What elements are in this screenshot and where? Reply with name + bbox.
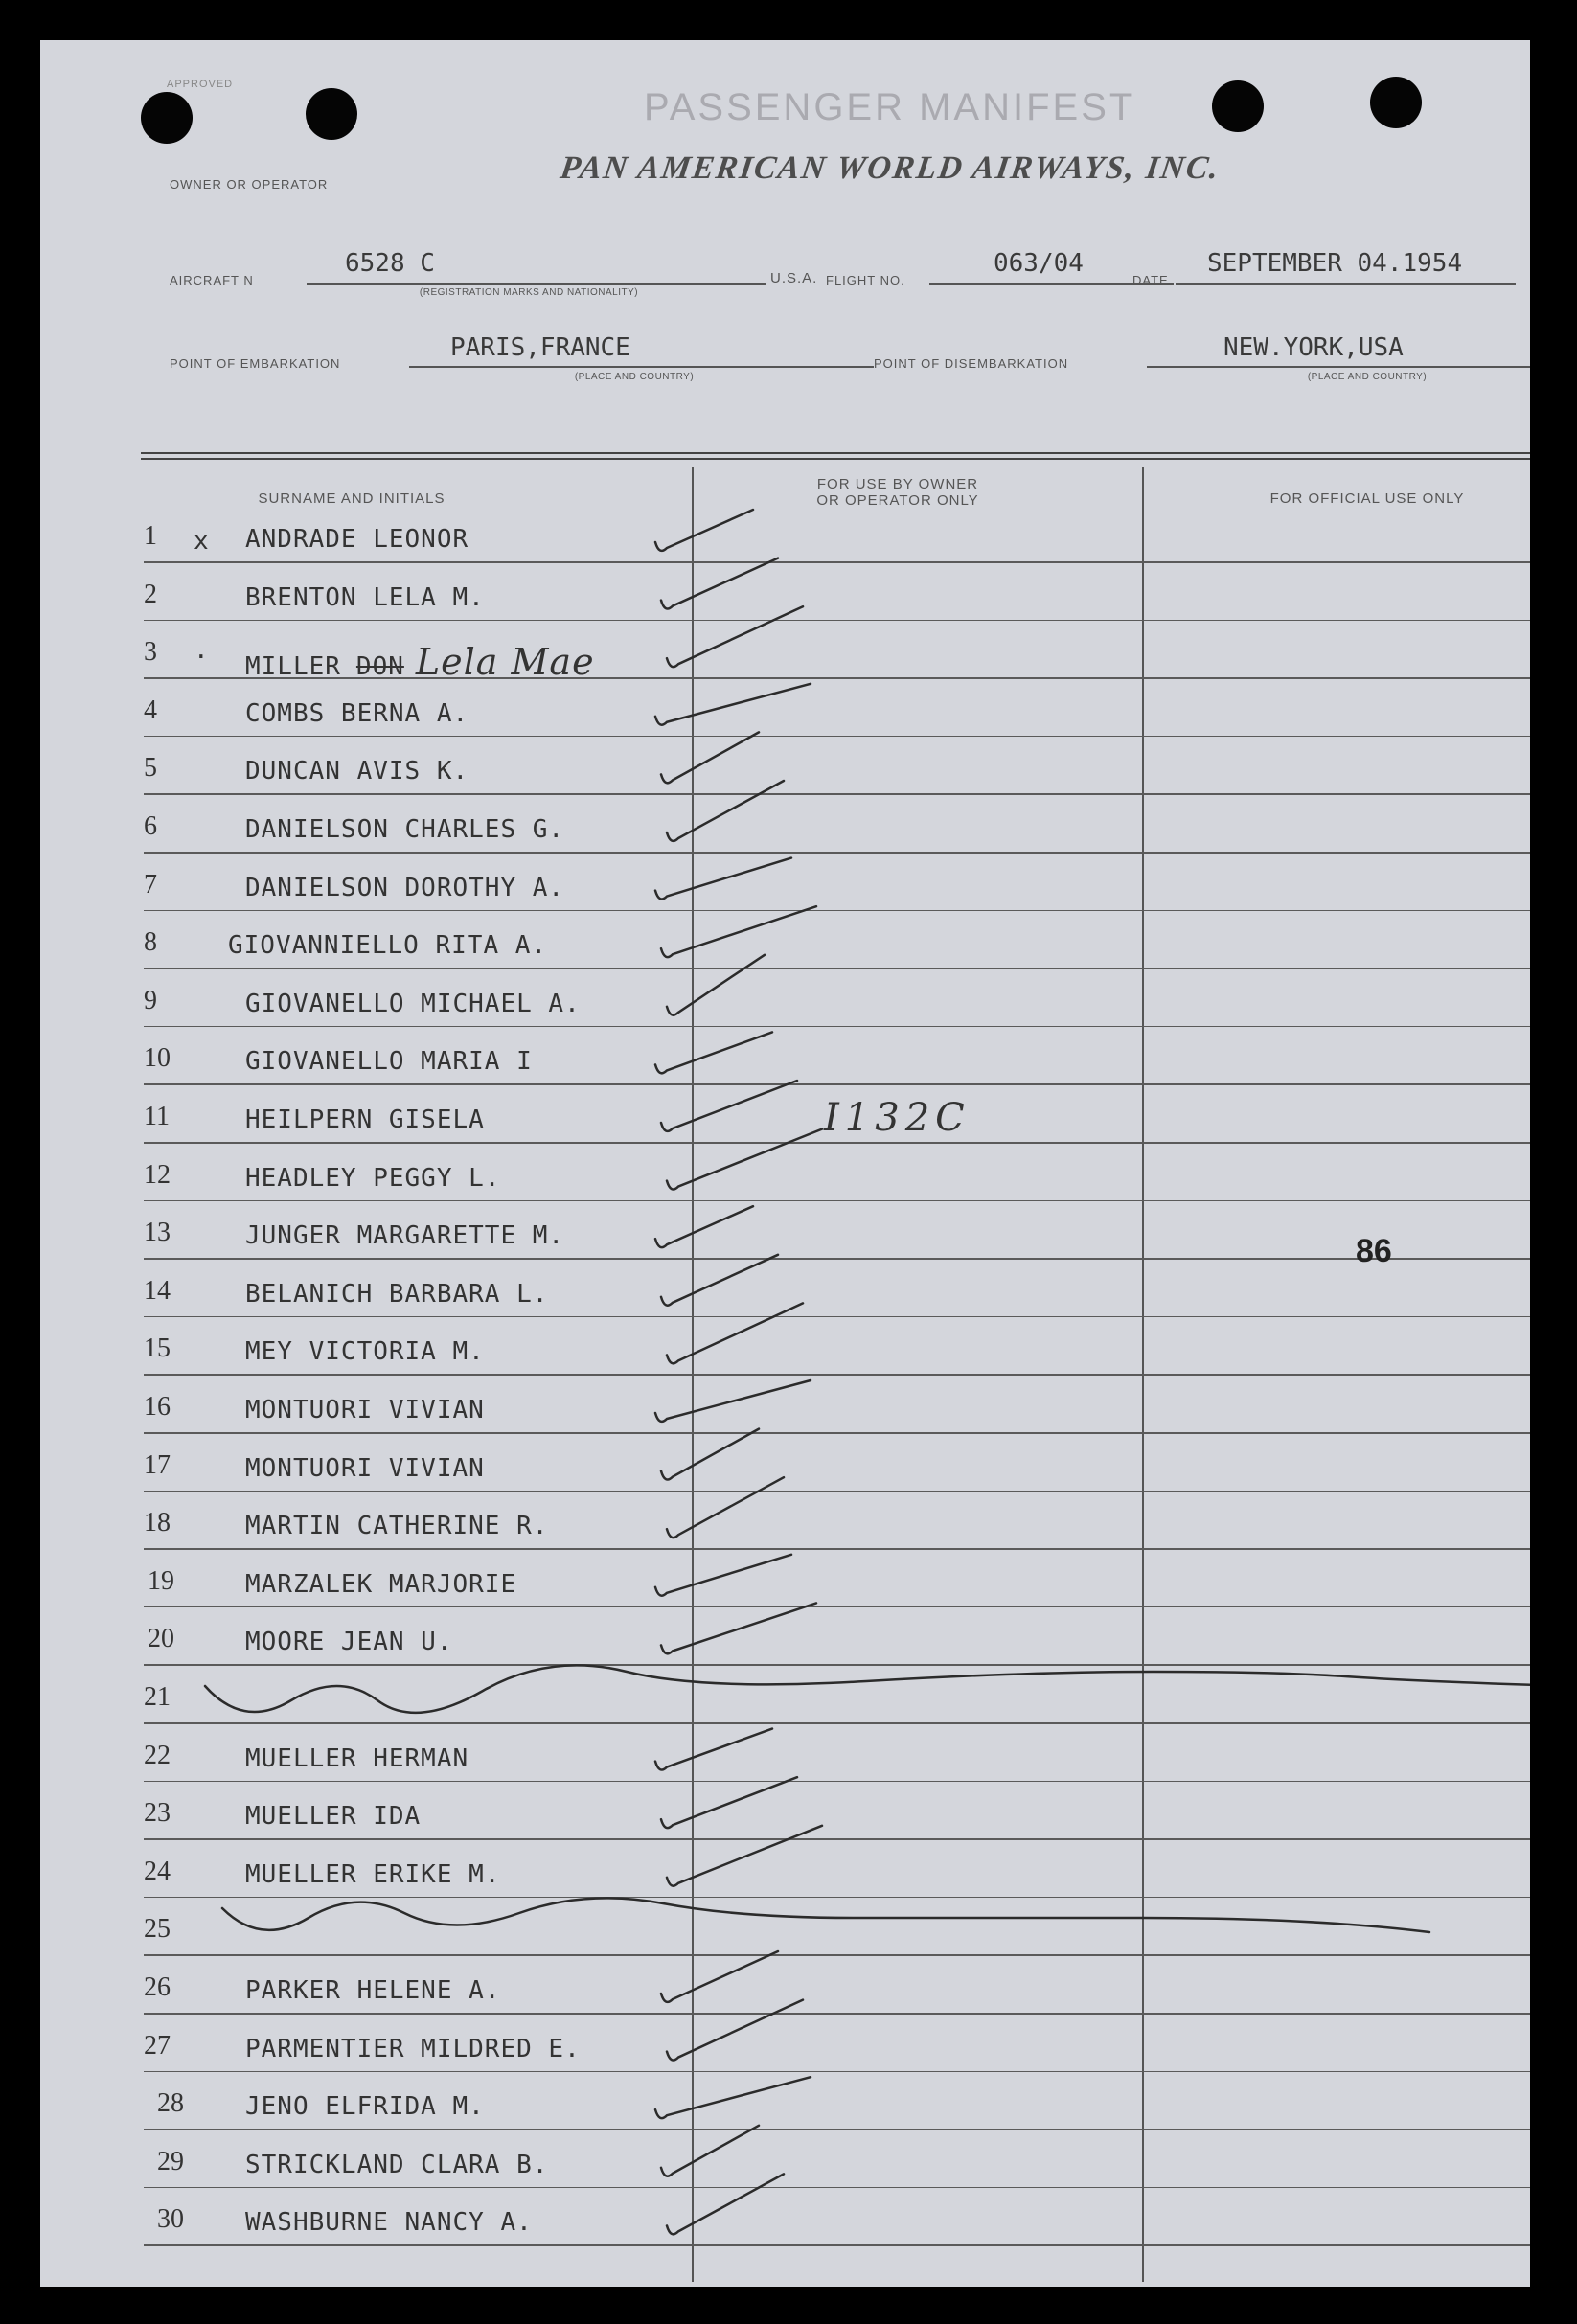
- check-stroke: [667, 2000, 803, 2061]
- row-number: 7: [144, 869, 157, 900]
- row-number: 27: [144, 2030, 171, 2061]
- passenger-surname: GIOVANNIELLO RITA A.: [228, 931, 548, 961]
- date-value: SEPTEMBER 04.1954: [1207, 249, 1463, 278]
- check-stroke: [655, 1032, 772, 1073]
- owner-label: OWNER OR OPERATOR: [170, 177, 329, 192]
- row-number: 8: [144, 927, 157, 958]
- row-number: 24: [144, 1856, 171, 1886]
- official-note: 86: [1356, 1233, 1392, 1269]
- disembark-label: POINT OF DISEMBARKATION: [874, 356, 1069, 371]
- flight-label: FLIGHT NO.: [826, 273, 905, 287]
- handwritten-correction: Lela Mae: [415, 641, 595, 684]
- passenger-surname: JUNGER MARGARETTE M.: [245, 1221, 565, 1251]
- row-number: 28: [157, 2088, 184, 2119]
- passenger-surname: STRICKLAND CLARA B.: [245, 2150, 549, 2179]
- approval-stamp: APPROVED: [167, 79, 234, 90]
- check-stroke: [655, 1555, 791, 1596]
- passenger-surname: MARZALEK MARJORIE: [245, 1569, 517, 1599]
- page-title: PASSENGER MANIFEST: [644, 86, 1136, 128]
- row-number: 11: [144, 1102, 170, 1131]
- passenger-surname: MILLER: [245, 652, 341, 682]
- passenger-surname: BELANICH BARBARA L.: [245, 1279, 549, 1309]
- passenger-surname: DANIELSON CHARLES G.: [245, 815, 565, 844]
- check-stroke: [655, 858, 791, 900]
- check-stroke: [661, 2126, 759, 2176]
- passenger-surname: MARTIN CATHERINE R.: [245, 1512, 549, 1541]
- check-stroke: [655, 1206, 753, 1247]
- aircraft-label: AIRCRAFT N: [170, 273, 254, 287]
- col-operator-header: FOR USE BY OWNER OR OPERATOR ONLY: [816, 476, 979, 509]
- usa-label: U.S.A.: [770, 270, 818, 286]
- check-stroke: [661, 1081, 797, 1131]
- row-number: 10: [144, 1043, 171, 1074]
- struck-initials: DON: [355, 652, 404, 682]
- date-label: DATE: [1132, 273, 1169, 287]
- row-number: 29: [157, 2146, 184, 2176]
- row-number: 15: [144, 1333, 171, 1364]
- passenger-surname: MUELLER ERIKE M.: [245, 1859, 501, 1889]
- check-stroke: [661, 558, 778, 609]
- check-stroke: [667, 1303, 803, 1363]
- col-official-header: FOR OFFICIAL USE ONLY: [1269, 490, 1465, 507]
- passenger-surname: MOORE JEAN U.: [245, 1628, 453, 1657]
- row-number: 14: [144, 1275, 171, 1306]
- owner-value: PAN AMERICAN WORLD AIRWAYS, INC.: [558, 150, 1223, 186]
- embark-caption: (PLACE AND COUNTRY): [574, 372, 695, 382]
- check-stroke: [655, 1729, 772, 1770]
- passenger-surname: JENO ELFRIDA M.: [245, 2092, 485, 2122]
- passenger-surname: MEY VICTORIA M.: [245, 1337, 485, 1367]
- row-number: 16: [144, 1392, 171, 1422]
- operator-note: I132C: [824, 1096, 971, 1140]
- passenger-surname: DUNCAN AVIS K.: [245, 757, 469, 786]
- check-stroke: [661, 1951, 778, 2002]
- row-number: 13: [144, 1218, 171, 1248]
- check-stroke: [667, 1477, 784, 1538]
- row-number: 6: [144, 811, 157, 841]
- check-stroke: [205, 1665, 1530, 1713]
- row-number: 23: [144, 1798, 171, 1829]
- passenger-surname: GIOVANELLO MICHAEL A.: [245, 989, 581, 1018]
- passenger-surname: HEADLEY PEGGY L.: [245, 1163, 501, 1193]
- passenger-surname: MUELLER IDA: [245, 1802, 422, 1832]
- disembark-value: NEW.YORK,USA: [1223, 333, 1404, 362]
- passenger-surname: MUELLER HERMAN: [245, 1743, 469, 1773]
- passenger-surname: COMBS BERNA A.: [245, 698, 469, 728]
- check-stroke: [667, 781, 784, 841]
- check-stroke: [655, 684, 811, 725]
- embark-value: PARIS,FRANCE: [450, 333, 630, 362]
- row-number: 22: [144, 1740, 171, 1770]
- handwritten-checkmarks: [40, 40, 1530, 2287]
- passenger-surname: PARMENTIER MILDRED E.: [245, 2034, 581, 2063]
- row-number: 26: [144, 1972, 171, 2002]
- embark-label: POINT OF EMBARKATION: [170, 356, 341, 371]
- check-stroke: [222, 1898, 1429, 1932]
- row-number: 18: [144, 1508, 171, 1538]
- row-number: 4: [144, 695, 157, 725]
- row-number: 19: [148, 1565, 174, 1596]
- passenger-surname: HEILPERN GISELA: [245, 1105, 485, 1134]
- passenger-surname: BRENTON LELA M.: [245, 582, 485, 612]
- check-stroke: [667, 2174, 784, 2234]
- row-number: 21: [144, 1682, 171, 1712]
- aircraft-value: 6528 C: [345, 249, 435, 278]
- check-stroke: [661, 1255, 778, 1306]
- passenger-surname: MONTUORI VIVIAN: [245, 1453, 485, 1483]
- manifest-sheet: [40, 40, 1530, 2287]
- check-stroke: [667, 955, 765, 1015]
- row-number: 30: [157, 2204, 184, 2235]
- row-number: 2: [144, 579, 157, 609]
- disembark-caption: (PLACE AND COUNTRY): [1307, 372, 1428, 382]
- check-stroke: [661, 1603, 816, 1653]
- row-number: 5: [144, 753, 157, 784]
- check-stroke: [661, 1429, 759, 1480]
- passenger-surname: PARKER HELENE A.: [245, 1976, 501, 2005]
- check-stroke: [655, 510, 753, 551]
- row-number: 25: [144, 1914, 171, 1945]
- check-stroke: [655, 2077, 811, 2118]
- flight-value: 063/04: [994, 249, 1084, 278]
- row-number: 17: [144, 1449, 171, 1480]
- aircraft-caption: (REGISTRATION MARKS AND NATIONALITY): [419, 287, 639, 298]
- passenger-surname: WASHBURNE NANCY A.: [245, 2208, 533, 2238]
- check-stroke: [667, 1826, 822, 1886]
- row-number: 9: [144, 985, 157, 1015]
- check-stroke: [667, 606, 803, 667]
- row-number: 1: [144, 521, 157, 551]
- check-strokes: [205, 510, 1530, 2234]
- col-surname-header: SURNAME AND INITIALS: [258, 490, 446, 507]
- check-stroke: [661, 906, 816, 957]
- check-stroke: [661, 732, 759, 783]
- row-number: 20: [148, 1624, 174, 1654]
- passenger-surname: MONTUORI VIVIAN: [245, 1396, 485, 1424]
- row-mark: ·: [194, 643, 209, 672]
- passenger-surname: GIOVANELLO MARIA I: [245, 1047, 533, 1077]
- check-stroke: [661, 1777, 797, 1828]
- check-stroke: [667, 1129, 822, 1190]
- row-mark: x: [194, 527, 209, 556]
- passenger-surname: ANDRADE LEONOR: [245, 525, 469, 554]
- row-number: 12: [144, 1159, 171, 1190]
- check-stroke: [655, 1380, 811, 1422]
- row-number: 3: [144, 637, 157, 668]
- passenger-surname: DANIELSON DOROTHY A.: [245, 873, 565, 902]
